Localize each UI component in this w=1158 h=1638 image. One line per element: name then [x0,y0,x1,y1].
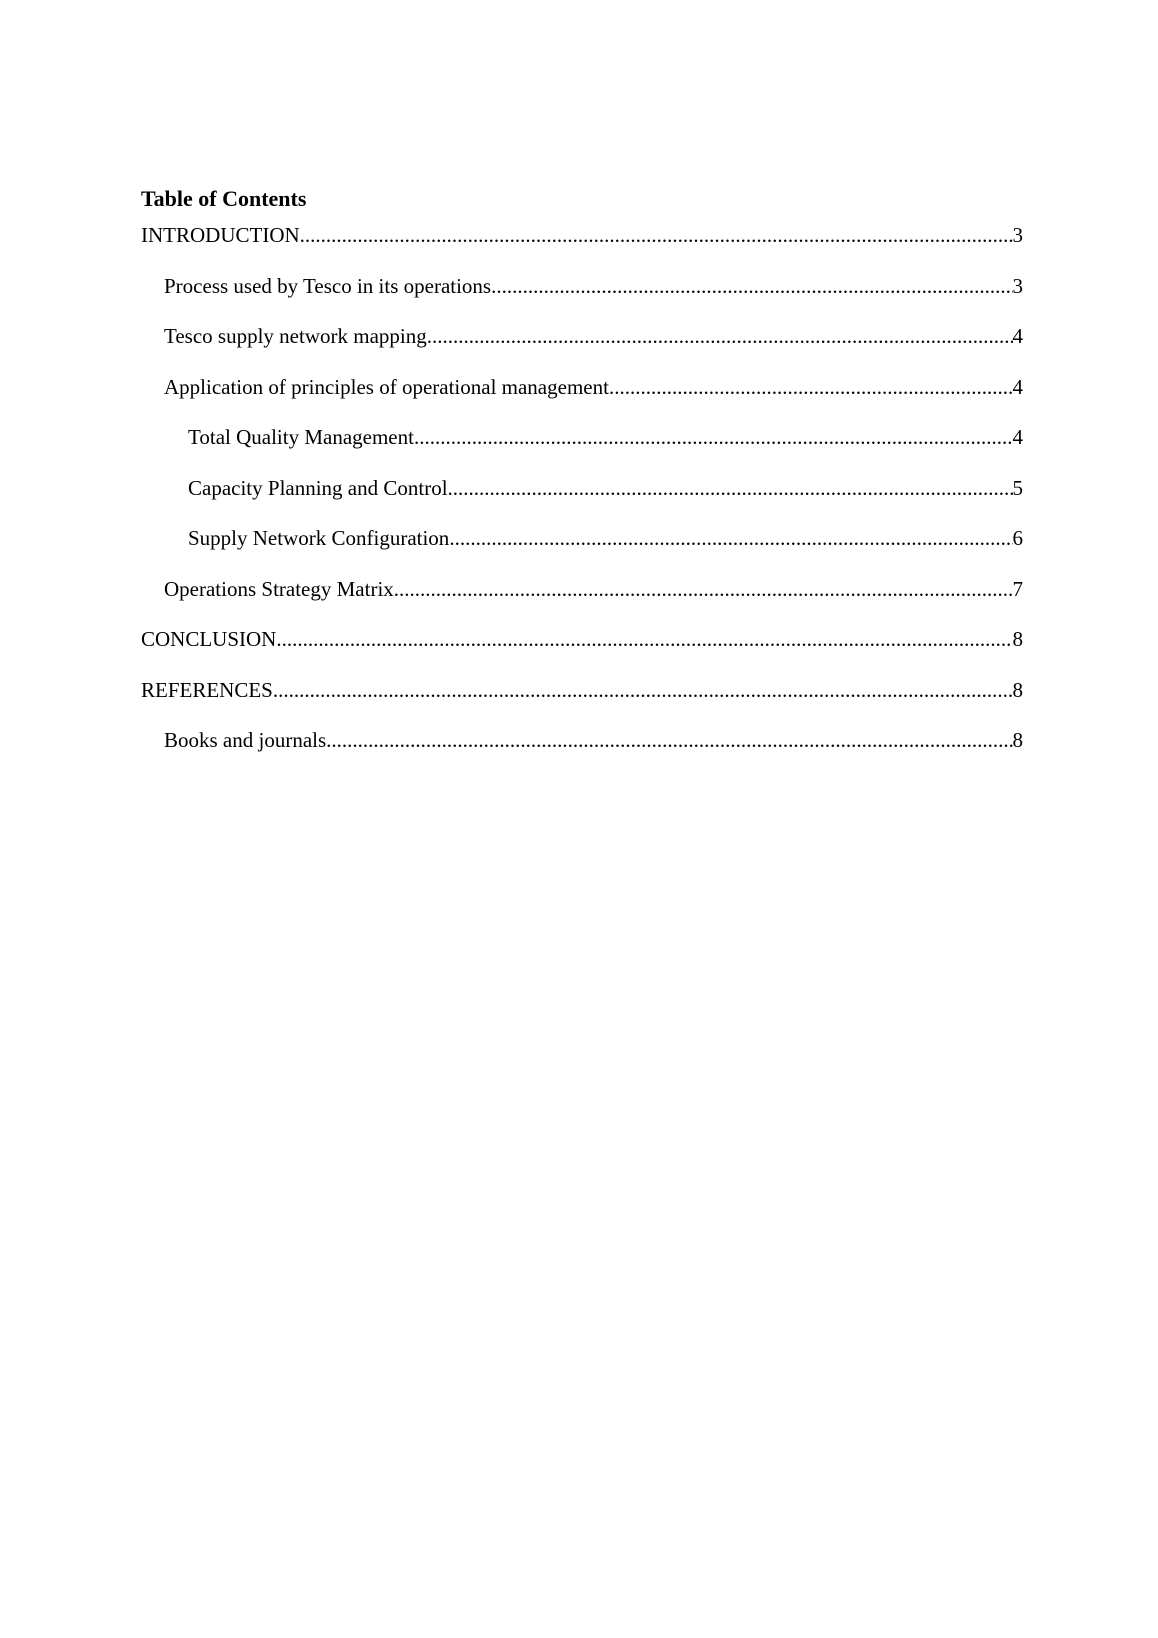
toc-leader-dots [394,576,1013,602]
toc-entry-label: INTRODUCTION [141,223,300,247]
toc-entry-label: Capacity Planning and Control [188,475,448,500]
toc-entry-introduction[interactable] [141,222,1023,273]
toc-entry-page: 3 [1012,273,1023,298]
toc-entry-page: 3 [1012,223,1023,247]
toc-entry-page: 5 [1012,475,1023,500]
toc-entry-page: 8 [1012,677,1023,702]
toc-entry-books-and-journals[interactable] [141,727,1023,778]
toc-entry-page: 8 [1012,627,1023,651]
toc-entry-label: Operations Strategy Matrix [164,576,394,601]
toc-entry-application-of-principles[interactable] [141,374,1023,425]
toc-entry-page: 4 [1012,374,1023,399]
toc-entry-page: 7 [1012,576,1023,601]
toc-entry-label: Supply Network Configuration [188,526,450,550]
toc-entry-label: Process used by Tesco in its operations [164,273,492,298]
toc-entry-process-used[interactable] [141,273,1023,324]
toc-leader-dots [609,374,1013,400]
toc-entry-page: 4 [1012,324,1023,348]
toc-entry-references[interactable] [141,677,1023,728]
toc-title: Table of Contents [141,186,307,211]
toc-entry-label: Total Quality Management [188,425,414,449]
toc-leader-dots [300,222,1013,248]
toc-entry-label: CONCLUSION [141,627,277,651]
toc-entry-supply-network-mapping[interactable] [141,323,1023,374]
toc-entry-page: 8 [1012,728,1023,752]
toc-entry-label: REFERENCES [141,677,273,702]
toc-entry-total-quality-management[interactable] [141,424,1023,475]
toc-entry-page: 6 [1012,526,1023,550]
toc-leader-dots [326,727,1012,753]
toc-entry-supply-network-configuration[interactable] [141,525,1023,576]
toc-entry-label: Tesco supply network mapping [164,324,427,348]
toc-leader-dots [273,677,1013,703]
toc-entry-page: 4 [1012,425,1023,449]
toc-leader-dots [414,424,1013,450]
toc-entry-capacity-planning[interactable] [141,475,1023,526]
toc-leader-dots [427,323,1013,349]
toc-list [141,222,1023,778]
toc-entry-operations-strategy-matrix[interactable] [141,576,1023,627]
toc-leader-dots [449,525,1012,551]
toc-leader-dots [448,475,1013,501]
toc-leader-dots [491,273,1012,299]
toc-leader-dots [276,626,1012,652]
toc-entry-label: Application of principles of operational management [164,374,609,399]
table-of-contents [141,184,1023,778]
toc-entry-conclusion[interactable] [141,626,1023,677]
toc-entry-label: Books and journals [164,728,327,752]
